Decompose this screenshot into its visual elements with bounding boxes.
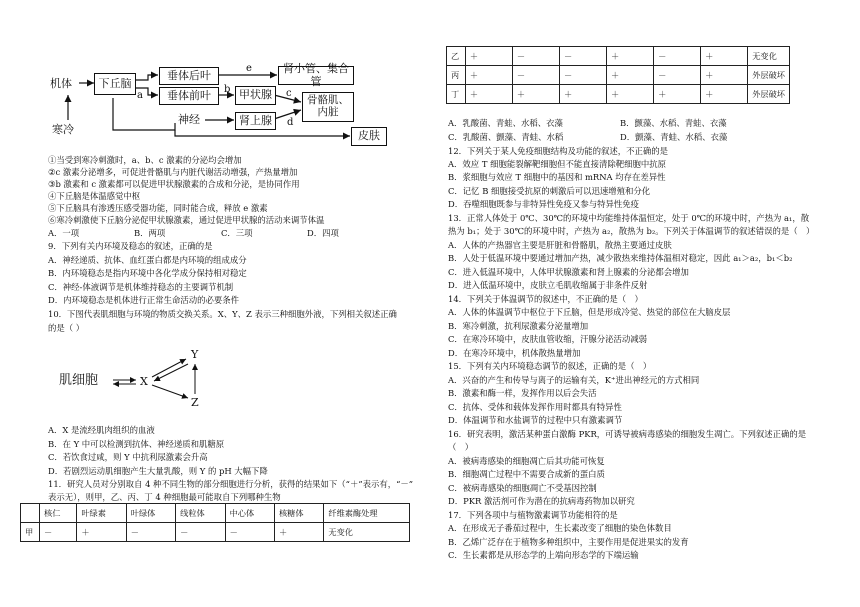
- table-cell: －: [559, 66, 606, 85]
- table-header-cell: 叶绿素: [77, 504, 126, 523]
- q16-stem-line2: （ ）: [448, 442, 474, 452]
- y-label: Y: [191, 348, 199, 361]
- q14-stem: 14．下列关于体温调节的叙述中，不正确的是（ ）: [448, 294, 643, 304]
- label-d: d: [287, 117, 294, 128]
- adrenal-box: 肾上腺: [235, 112, 276, 130]
- table-cell: ＋: [607, 66, 654, 85]
- table-cell: －: [176, 523, 225, 542]
- z-label: Z: [191, 396, 199, 409]
- table-cell: 外层破坏: [748, 66, 790, 85]
- q10-option-a: A．X 是流经肌肉组织的血液: [48, 425, 155, 435]
- hypothalamus-box: 下丘脑: [94, 73, 136, 95]
- x-label: X: [140, 375, 148, 388]
- q8-statement-1: ①当受到寒冷刺激时，a、b、c 激素的分泌均会增加: [48, 155, 242, 165]
- q8-option-b: B．两项: [134, 228, 166, 238]
- posterior-pituitary-box: 垂体后叶: [159, 67, 219, 85]
- q8-option-c: C．三项: [221, 228, 253, 238]
- q13-option-d: D．进入低温环境中，皮肤立毛肌收缩属于非条件反射: [448, 280, 648, 290]
- q16-option-c: C．被病毒感染的细胞凋亡不受基因控制: [448, 483, 597, 493]
- table-cell: 无变化: [324, 523, 410, 542]
- anterior-pituitary-box: 垂体前叶: [159, 87, 219, 105]
- table-cell: －: [225, 523, 274, 542]
- table-cell: ＋: [607, 85, 654, 104]
- q11-option-d: D．颤藻、青蛙、水稻、衣藻: [620, 132, 728, 142]
- q11-option-a: A．乳酸菌、青蛙、水稻、衣藻: [448, 118, 563, 128]
- q15-option-d: D．体温调节和水盐调节的过程中只有激素调节: [448, 415, 623, 425]
- kidney-tubule-box: 肾小管、集合管: [278, 66, 354, 85]
- q10-option-b: B．在 Y 中可以检测到抗体、神经递质和肌糖原: [48, 439, 225, 449]
- q12-option-a: A．效应 T 细胞能裂解靶细胞但不能直接清除靶细胞中抗原: [448, 159, 666, 169]
- q8-statement-4: ④下丘脑是体温感觉中枢: [48, 191, 141, 201]
- q9-option-a: A．神经递质、抗体、血红蛋白都是内环境的组成成分: [48, 255, 247, 265]
- table-cell: 无变化: [748, 47, 790, 66]
- thermoregulation-diagram: [0, 0, 430, 150]
- q10-option-c: C．若饮食过咸，则 Y 中抗利尿激素会升高: [48, 452, 208, 462]
- q17-option-a: A．在形成无子番茄过程中，生长素改变了细胞的染色体数目: [448, 523, 672, 533]
- muscle-cell-label: 肌细胞: [59, 373, 99, 388]
- table-cell: ＋: [607, 47, 654, 66]
- cold-label: 寒冷: [52, 123, 74, 136]
- q9-stem: 9．下列有关内环境及稳态的叙述，正确的是: [48, 241, 213, 251]
- q12-option-c: C．记忆 B 细胞接受抗原的刺激后可以迅速增殖和分化: [448, 186, 651, 196]
- table-header-cell: 叶绿体: [126, 504, 175, 523]
- table-header-cell: 纤维素酶处理: [324, 504, 410, 523]
- table-cell: －: [559, 47, 606, 66]
- q13-option-c: C．进入低温环境中，人体甲状腺激素和肾上腺素的分泌都会增加: [448, 267, 689, 277]
- q11-option-c: C．乳酸菌、颤藻、青蛙、水稻: [448, 132, 564, 142]
- label-a: a: [137, 90, 143, 101]
- table-cell: ＋: [465, 85, 512, 104]
- fluid-exchange-diagram: [0, 340, 430, 420]
- table-cell: 外层破坏: [748, 85, 790, 104]
- q16-option-a: A．被病毒感染的细胞凋亡后其功能可恢复: [448, 456, 605, 466]
- table-cell: ＋: [77, 523, 126, 542]
- q12-option-b: B．浆细胞与效应 T 细胞中的基因和 mRNA 均存在差异性: [448, 172, 666, 182]
- q15-option-b: B．激素和酶一样，发挥作用以后会失活: [448, 388, 597, 398]
- q11-table-part2: [446, 46, 790, 104]
- q9-option-d: D．内环境稳态是机体进行正常生命活动的必要条件: [48, 295, 239, 305]
- q15-stem: 15．下列有关内环境稳态调节的叙述，正确的是（ ）: [448, 361, 652, 371]
- table-cell: ＋: [654, 85, 701, 104]
- q14-option-b: B．寒冷刺激，抗利尿激素分泌量增加: [448, 321, 589, 331]
- q14-option-d: D．在寒冷环境中，机体散热量增加: [448, 348, 581, 358]
- table-cell: ＋: [274, 523, 323, 542]
- label-b: b: [224, 84, 231, 95]
- nerve-label: 神经: [178, 113, 200, 126]
- table-cell: ＋: [559, 85, 606, 104]
- table-cell: ＋: [465, 66, 512, 85]
- q12-stem: 12．下列关于某人免疫细胞结构及功能的叙述，不正确的是: [448, 146, 669, 156]
- table-row: [447, 66, 790, 85]
- table-cell: －: [654, 47, 701, 66]
- table-cell: 丙: [447, 66, 466, 85]
- q15-option-c: C．抗体、受体和载体发挥作用时都具有特异性: [448, 402, 622, 412]
- muscle-organ-box: [302, 92, 354, 122]
- label-c: c: [286, 88, 292, 99]
- q16-option-b: B．细胞凋亡过程中不需要合成新的蛋白质: [448, 469, 605, 479]
- skin-box: 皮肤: [351, 127, 387, 146]
- table-cell: －: [126, 523, 175, 542]
- q11-stem-line2: 表示无），则甲，乙、丙、丁 4 种细胞最可能取自下列哪种生物: [48, 492, 281, 502]
- q11-table-part1: [20, 503, 410, 542]
- label-e: e: [246, 63, 252, 74]
- q9-option-b: B．内环境稳态是指内环境中各化学成分保持相对稳定: [48, 268, 247, 278]
- q17-option-b: B．乙烯广泛存在于植物多种组织中，主要作用是促进果实的发育: [448, 537, 689, 547]
- table-header-cell: 核糖体: [274, 504, 323, 523]
- table-row: [447, 85, 790, 104]
- table-cell: －: [40, 523, 77, 542]
- table-header-cell: 中心体: [225, 504, 274, 523]
- q15-option-a: A．兴奋的产生和传导与离子的运输有关，K⁺进出神经元的方式相同: [448, 375, 700, 385]
- q13-option-a: A．人体的产热器官主要是肝脏和骨骼肌，散热主要通过皮肤: [448, 240, 672, 250]
- table-cell: ＋: [701, 66, 748, 85]
- q13-stem-line2: 热为 b₁；处于 30℃的环境中时，产热为 a₂，散热为 b₂。下列关于体温调节的叙述错误的是（ ）: [448, 226, 815, 236]
- table-cell: 乙: [447, 47, 466, 66]
- muscle-organ-label: 骨骼肌、 内脏: [307, 94, 349, 118]
- table-header-cell: 线粒体: [176, 504, 225, 523]
- table-header-row: [21, 504, 410, 523]
- q17-option-c: C．生长素都是从形态学的上端向形态学的下端运输: [448, 550, 639, 560]
- q8-option-d: D．四项: [307, 228, 339, 238]
- table-cell: －: [654, 66, 701, 85]
- q16-option-d: D．PKR 激活剂可作为潜在的抗病毒药物加以研究: [448, 496, 635, 506]
- table-row: [447, 47, 790, 66]
- table-header-cell: 核仁: [40, 504, 77, 523]
- q13-option-b: B．人处于低温环境中要通过增加产热，减少散热来维持体温相对稳定，因此 a₁＞a₂，b₁＜b₂: [448, 253, 793, 263]
- q10-stem-line2: 的是（ ）: [48, 323, 85, 333]
- q10-option-d: D．若剧烈运动肌细胞产生大量乳酸，则 Y 的 pH 大幅下降: [48, 466, 268, 476]
- table-cell: ＋: [701, 85, 748, 104]
- q12-option-d: D．吞噬细胞既参与非特异性免疫又参与特异性免疫: [448, 199, 639, 209]
- table-cell: 甲: [21, 523, 40, 542]
- table-row: [21, 523, 410, 542]
- q14-option-a: A．人体的体温调节中枢位于下丘脑，但是形成冷觉、热觉的部位在大脑皮层: [448, 307, 731, 317]
- q16-stem-line1: 16．研究表明，激活某种蛋白激酶 PKR，可诱导被病毒感染的细胞发生凋亡。下列叙述正确的是: [448, 429, 807, 439]
- q8-option-a: A．一项: [48, 228, 80, 238]
- body-label: 机体: [50, 77, 72, 90]
- q13-stem-line1: 13．正常人体处于 0℃、30℃的环境中均能维持体温恒定，处于 0℃的环境中时，产热为 a₁，散: [448, 213, 810, 223]
- q17-stem: 17．下列各项中与植物激素调节功能相符的是: [448, 510, 618, 520]
- table-cell: ＋: [465, 47, 512, 66]
- thyroid-box: 甲状腺: [235, 86, 276, 105]
- q10-stem-line1: 10．下图代表肌细胞与环境的物质交换关系。X、Y、Z 表示三种细胞外液，下列相关叙述正确: [48, 309, 397, 319]
- q9-option-c: C．神经-体液调节是机体维持稳态的主要调节机制: [48, 282, 234, 292]
- q11-option-b: B．颤藻、水稻、青蛙、衣藻: [620, 118, 727, 128]
- table-cell: ＋: [512, 85, 559, 104]
- q8-statement-6: ⑥寒冷刺激使下丘脑分泌促甲状腺激素，通过促进甲状腺的活动来调节体温: [48, 215, 325, 225]
- q8-statement-5: ⑤下丘脑具有渗透压感受器功能，同时能合成，释放 e 激素: [48, 203, 268, 213]
- table-cell: －: [512, 47, 559, 66]
- table-cell: ＋: [701, 47, 748, 66]
- table-cell: 丁: [447, 85, 466, 104]
- q8-statement-3: ③b 激素和 c 激素都可以促进甲状腺激素的合成和分泌，是协同作用: [48, 179, 300, 189]
- q14-option-c: C．在寒冷环境中，皮肤血管收缩，汗腺分泌活动减弱: [448, 334, 648, 344]
- q8-statement-2: ②c 激素分泌增多，可促进骨骼肌与内脏代谢活动增强，产热量增加: [48, 167, 298, 177]
- table-header-cell: [21, 504, 40, 523]
- table-cell: －: [512, 66, 559, 85]
- q11-stem-line1: 11．研究人员对分别取自 4 种不同生物的部分细胞进行分析，获得的结果如下（“＋”表示有，“－”: [48, 479, 414, 489]
